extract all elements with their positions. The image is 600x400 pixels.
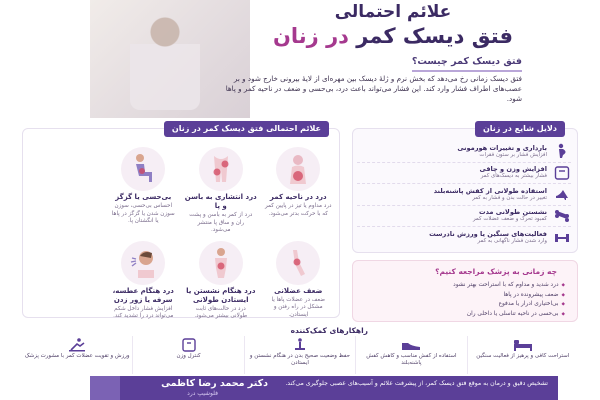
pregnancy-icon [553, 142, 571, 160]
symptom-item [107, 145, 181, 235]
tip-item [132, 336, 243, 374]
causes-panel [352, 124, 578, 253]
symptom-title: ضعف عضلانی [274, 286, 323, 295]
cause-title: افزایش وزن و چاقی [479, 165, 547, 174]
doctor-role: فلوشیپ درد [187, 390, 218, 397]
cause-title: فعالیت‌های سنگین یا ورزش نادرست [429, 230, 547, 239]
header-question: فتق دیسک کمر چیست؟ [411, 56, 522, 67]
header-title-highlight: در زنان [272, 24, 349, 48]
symptom-item [184, 145, 258, 235]
shoe-icon [356, 336, 466, 353]
cause-item [357, 227, 571, 249]
see-doctor-item: ◆ بی‌حسی در ناحیه تناسلی یا داخلی ران [365, 310, 565, 320]
symptom-item-empty [29, 145, 103, 235]
causes-title: دلایل شایع در زنان [475, 121, 565, 137]
cause-desc: وارد شدن فشار ناگهانی به کمر [477, 238, 547, 245]
standing-icon [199, 241, 243, 285]
back-pain-icon [276, 147, 320, 191]
muscle-icon [276, 241, 320, 285]
cause-item [357, 141, 571, 163]
leg-pain-icon [199, 147, 243, 191]
symptoms-title: علائم احتمالی فتق دیسک کمر در زنان [164, 121, 329, 137]
symptom-item-empty [29, 239, 103, 321]
see-doctor-item: ◆ ضعف پیشرونده در پاها [365, 291, 565, 301]
header-title-main: فتق دیسک کمر [356, 24, 514, 48]
cause-item [357, 184, 571, 206]
see-doctor-item: ◆ بی‌اختیاری ادرار یا مدفوع [365, 300, 565, 310]
tips-panel [22, 326, 578, 374]
symptom-desc: افزایش فشار داخل شکم می‌تواند درد را تشدید کند. [113, 305, 174, 319]
see-doctor-list [365, 281, 565, 319]
heels-icon [553, 185, 571, 203]
header-text: فتق دیسک زمانی رخ می‌دهد که بخش نرم و ژلهٔ دیسک بین مهره‌ای از لایهٔ بیرونی خارج شود و بر عصب‌های اطراف فشار وارد کند. این فشار می‌تواند باعث درد، بی‌حسی و ضعف در ناحیه کمر و پاها شود. [225, 74, 522, 103]
symptom-item [184, 239, 258, 321]
tips-title: راهکارهای کمک‌کننده [290, 326, 368, 335]
tip-item [22, 336, 132, 374]
exercise-icon [22, 336, 132, 353]
header-title-line1: علائم احتمالی [334, 2, 452, 22]
dumbbell-icon [553, 229, 571, 247]
symptom-title: درد در ناحیه کمر [269, 193, 327, 201]
symptoms-panel [22, 124, 340, 319]
cause-desc: فشار بیشتر به دیسک‌های کمر [480, 173, 547, 180]
see-doctor-panel [352, 260, 578, 322]
cause-desc: کمبود تحرک و ضعف عضلات کمر [472, 216, 547, 223]
cause-title: استفاده طولانی از کفش پاشنه‌بلند [433, 186, 547, 195]
symptom-desc: ضعف در عضلات پاها یا مشکل در راه رفتن و ایستادن. [271, 296, 325, 318]
doctor-photo [90, 376, 120, 400]
tip-item [355, 336, 466, 374]
tip-text: ورزش و تقویت عضلات کمر با مشورت پزشک [24, 353, 130, 359]
tip-item [244, 336, 355, 374]
cough-icon [121, 241, 165, 285]
symptom-title: درد هنگام عطسه، سرفه یا زور زدن [112, 286, 174, 304]
tip-text: استفاده از کفش مناسب و کاهش کفش پاشنه‌بلند [366, 353, 457, 366]
tips-row [22, 336, 578, 374]
doctor-name: دکتر محمد رضا کاظمی [161, 378, 268, 389]
header [90, 0, 558, 118]
cause-desc: تغییر در حالت بدن و فشار به کمر [472, 194, 547, 201]
sitting-icon [121, 147, 165, 191]
symptom-item [262, 145, 336, 235]
symptom-desc: درد در حالت‌های ثابت طولانی بیشتر می‌شود. [194, 305, 248, 319]
tip-text: کنترل وزن [176, 353, 201, 359]
symptom-desc: احساس بی‌حسی، سوزن سوزن شدن یا گزگز در پاها یا انگشتان پا. [111, 203, 175, 224]
bone-icon [553, 207, 571, 225]
footer [90, 376, 558, 400]
symptom-item [107, 239, 181, 321]
scale-icon [553, 164, 571, 182]
cause-item [357, 206, 571, 228]
tip-text: حفظ وضعیت صحیح بدن در هنگام نشستن و ایستادن [249, 353, 351, 366]
symptom-title: درد هنگام نشستن یا ایستادن طولانی [186, 286, 256, 304]
cause-item [357, 163, 571, 185]
cause-title: نشستن طولانی مدت [478, 208, 547, 217]
tip-text: استراحت کافی و پرهیز از فعالیت سنگین [476, 353, 570, 359]
symptom-desc: درد از کمر به باسن و پشت ران و ساق پا منتشر می‌شود. [189, 212, 253, 233]
tip-item [467, 336, 578, 374]
posture-icon [245, 336, 355, 353]
see-doctor-title: چه زمانی به پزشک مراجعه کنیم؟ [435, 267, 557, 276]
cause-title: بارداری و تغییرات هورمونی [457, 143, 547, 152]
footer-text: تشخیص دقیق و درمان به موقع فتق دیسک کمر، از پیشرفت علائم و آسیب‌های عصبی جلوگیری می‌کند. [285, 380, 548, 387]
symptom-desc: درد مداوم یا تیز در پایین کمر که با حرکت بدتر می‌شود. [264, 203, 332, 217]
symptom-title: بی‌حسی یا گزگز [115, 193, 172, 201]
header-divider [412, 70, 522, 72]
bed-icon [468, 336, 578, 353]
see-doctor-item: ◆ درد شدید و مداوم که با استراحت بهتر نشود [365, 281, 565, 291]
weight-icon [133, 336, 243, 353]
symptoms-grid [29, 145, 335, 319]
symptom-title: درد انتشاری به باسن و پا [184, 193, 257, 210]
header-title-line2 [228, 24, 558, 48]
causes-list [357, 141, 571, 249]
cause-desc: افزایش فشار بر ستون فقرات [479, 151, 547, 158]
symptom-item [262, 239, 336, 321]
